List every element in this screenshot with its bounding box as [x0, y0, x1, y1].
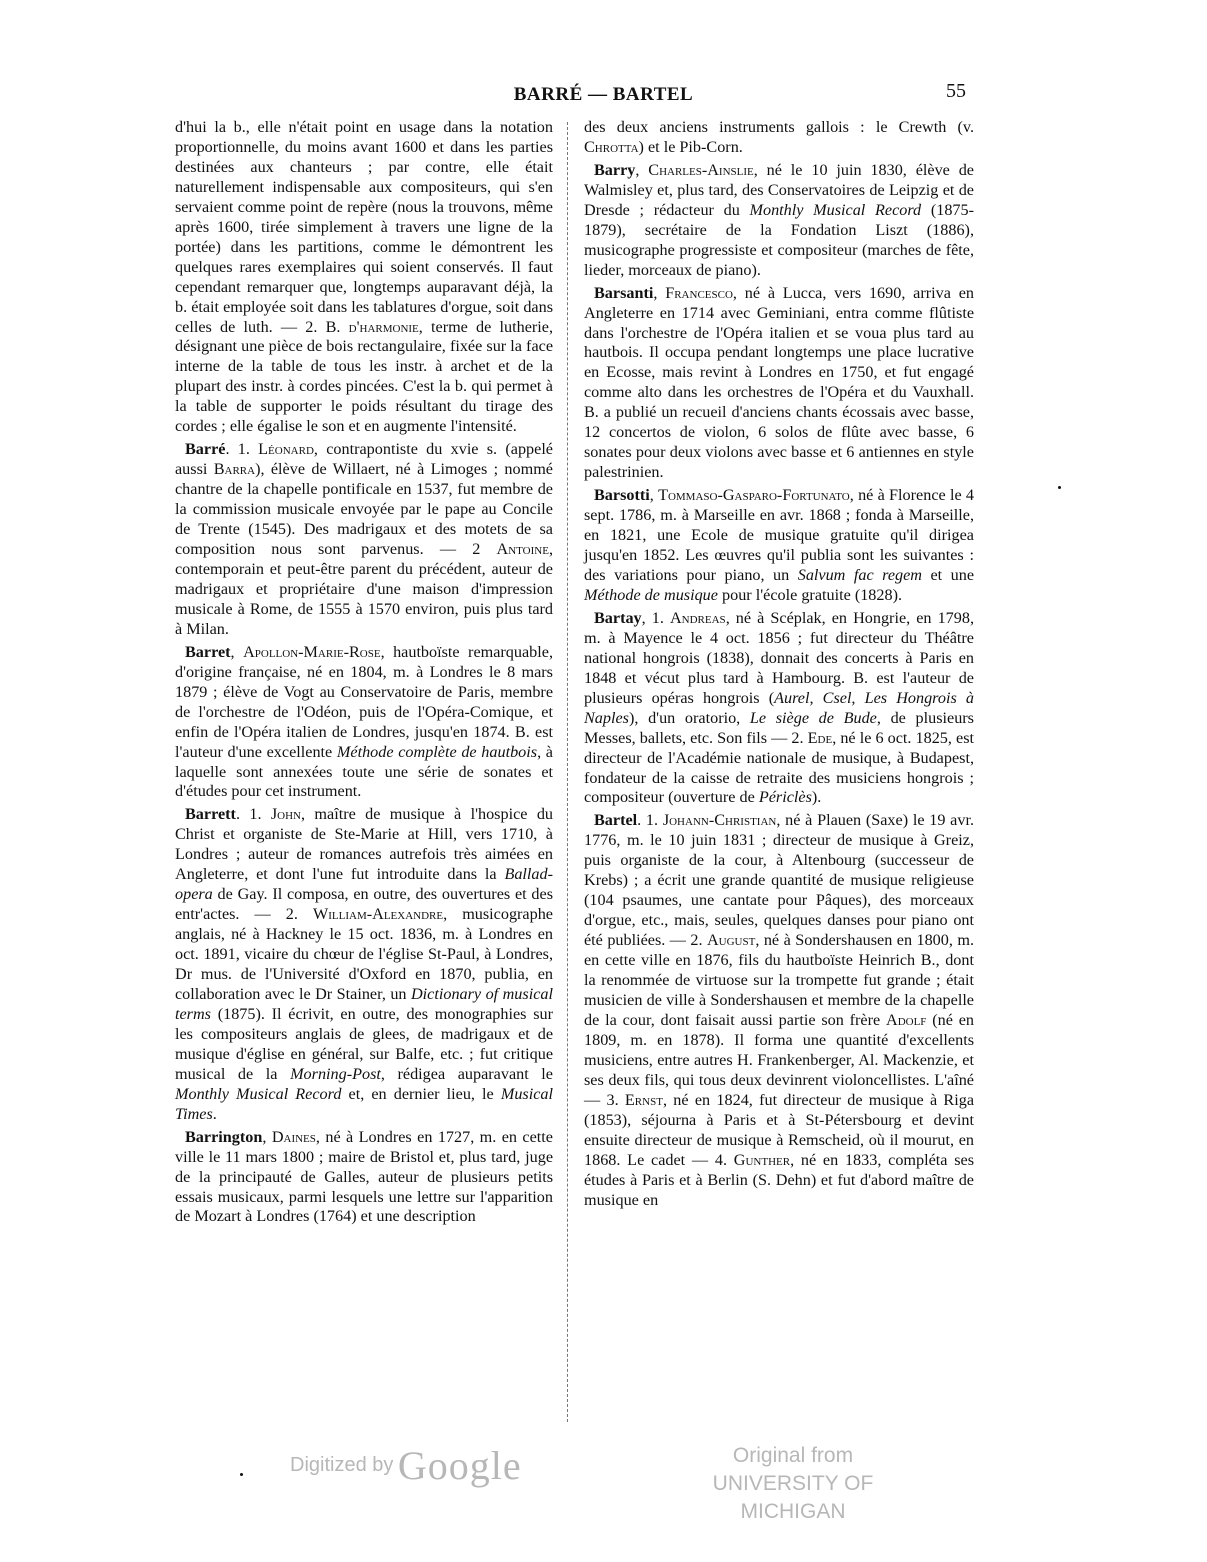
- italic-title: Périclès: [758, 788, 812, 807]
- entry-text: (1875). Il écrivit, en outre, des monographies sur les compositeurs anglais de glees, de madrigaux et de musique d'église en général, sur Balfe, etc. ; fut critique musical de la: [175, 1004, 553, 1083]
- digitized-prefix: Digitized by: [290, 1454, 394, 1476]
- small-caps-name: Gunther: [733, 1150, 791, 1169]
- entry-text: , musicographe anglais, né à Hackney le 15 oct. 1836, m. à Londres en oct. 1891, vicaire du chœur de l'église St-Paul, à Londres, Dr mus. de l'Université d'Oxford en 1870, publia, en collaboration avec le Dr Stainer, un: [175, 905, 553, 1003]
- entry-text: et une: [921, 565, 975, 584]
- small-caps-name: John: [270, 805, 302, 824]
- small-caps-name: Andreas: [669, 608, 726, 627]
- headword: Bartay: [594, 608, 642, 627]
- entry-text: de Gay. Il composa, en outre, des ouvertures et des entr'actes. — 2.: [175, 885, 553, 924]
- small-caps-name: Ede: [807, 728, 833, 747]
- small-caps-name: Barra: [213, 460, 256, 479]
- speck-mark: [1058, 486, 1061, 489]
- headword: Barré: [185, 440, 226, 459]
- entry-text: , rédigea auparavant le: [380, 1064, 553, 1083]
- small-caps-name: William-Alexandre: [312, 905, 444, 924]
- small-caps-name: Adolf: [886, 1010, 927, 1029]
- entry-bartel: [584, 811, 974, 1210]
- entry-text: . 1.: [235, 805, 271, 824]
- entry-text: ,: [262, 1127, 272, 1146]
- entry-text: , né en 1824, fut directeur de musique à Riga (1853), séjourna à Paris et à St-Pétersbourg et devint ensuite directeur de musique à Remscheid, où il mourut, en 1868. Le cadet — 4.: [584, 1090, 974, 1169]
- small-caps-name: Chrotta: [584, 137, 639, 156]
- entry-text: , né à Plauen (Saxe) le 19 avr. 1776, m. le 10 juin 1831 ; directeur de musique à Greiz, puis organiste de la cour, à Altenbourg (successeur de Krebs) ; a écrit une grande quantité de musique religieuse (104 psaumes, une cantate pour Pâques), des morceaux d'orgue, etc., mais, seules, quelques danses pour piano ont été publiées. — 2.: [584, 811, 974, 950]
- original-line-1: Original from: [732, 1444, 854, 1467]
- entry-barsanti: [584, 284, 974, 484]
- left-column: [175, 118, 553, 1227]
- headword: Barrington: [185, 1127, 263, 1146]
- original-from-watermark: [668, 1442, 918, 1526]
- entry-text: , né à Scéplak, en Hongrie, en 1798, m. à Mayence le 4 oct. 1856 ; fut directeur du Théâtre national hongrois (1838), donnait des concerts à Paris en 1848 et vécut plus tard à Hambourg. B. est l'auteur de plusieurs opéras hongrois (: [584, 608, 975, 707]
- entry-text: ) et le Pib-Corn.: [638, 137, 743, 156]
- headword: Barrett: [185, 805, 236, 824]
- italic-title: Ballad-opera: [175, 865, 553, 904]
- small-caps-name: Léonard: [258, 440, 314, 459]
- entry-text: ,: [230, 642, 244, 661]
- entry-text: , contrapontiste du xvie s. (appelé aussi: [175, 440, 553, 479]
- header-title: BARRÉ — BARTEL: [513, 84, 694, 105]
- entry-barsotti: [584, 486, 974, 606]
- google-logo: Google: [397, 1443, 522, 1488]
- entry-text: , contemporain et peut-être parent du précédent, auteur de madrigaux et propriétaire d'une maison d'impression musicale à Rome, de 1555 à 1570 environ, puis plus tard à Milan.: [175, 540, 553, 638]
- entry-text: .: [212, 1104, 217, 1123]
- entry-text: , né à Londres en 1727, m. en cette ville le 11 mars 1800 ; maire de Bristol et, plus tard, juge de la principauté de Galles, auteur de plusieurs petits essais musicaux, parmi lesquels une lettre sur l'apparition de Mozart à Londres (1764) et une description: [175, 1127, 553, 1226]
- entry-text: et, en dernier lieu, le: [341, 1084, 501, 1103]
- italic-title: Méthode complète de hautbois: [336, 742, 538, 761]
- entry-text: , hautboïste remarquable, d'origine française, né en 1804, m. à Londres le 8 mars 1879 ; élève de Vogt au Conservatoire de Paris, membre de l'orchestre de l'Odéon, puis de l'Opéra-Comique, et enfin de l'Opéra italien de Londres, jusqu'en 1874. B. est l'auteur d'une excellente: [175, 642, 553, 761]
- entry-text: ,: [653, 283, 666, 302]
- italic-title: Musical Times: [175, 1084, 553, 1123]
- entry-text: , né à Sondershausen en 1800, m. en cette ville en 1876, fils du hautboïste Heinrich B., dont la renommée de virtuose sur la trompette fut grande ; était musicien de ville à Sondershausen et membre de la chapelle de la cour, dont faisait aussi partie son frère: [584, 931, 974, 1029]
- entry-text: , né en 1833, compléta ses études à Paris et à Berlin (S. Dehn) et fut d'abord maître de musique en: [584, 1150, 975, 1209]
- entry-text: , terme de lutherie, désignant une pièce de bois rectangulaire, fixée sur la face interne de la table de tous les instr. à archet et de la plupart des instr. à cordes pincées. C'est la b. qui permet à la table de supporter le poids résultant du tirage des cordes ; elle égalise le son et en augmente l'intensité.: [175, 317, 553, 436]
- entry-text: (1875-1879), secrétaire de la Fondation Liszt (1886), musicographe progressiste et compositeur (marches de fête, lieder, morceaux de piano).: [584, 200, 975, 279]
- small-caps-name: Johann-Christian: [662, 811, 777, 830]
- entry-text: , maître de musique à l'hospice du Christ et organiste de Ste-Marie at Hill, vers 1710, à Londres ; auteur de romances autrefois très aimées en Angleterre, et dont l'une fut introduite dans la: [175, 805, 554, 884]
- entry-barry: [584, 161, 974, 281]
- small-caps-name: August: [706, 931, 756, 950]
- entry-text: . 1.: [225, 440, 259, 459]
- italic-title: Monthly Musical Record: [749, 200, 922, 219]
- italic-title: Salvum fac regem: [797, 565, 922, 584]
- entry-text: , de plusieurs Messes, ballets, etc. Son fils — 2.: [584, 708, 974, 747]
- digitized-by-watermark: [290, 1442, 522, 1489]
- small-caps-name: Daines: [271, 1127, 316, 1146]
- entry-text: pour l'école gratuite (1828).: [717, 585, 903, 604]
- italic-title: Le siège de Bude: [749, 708, 877, 727]
- right-column: [584, 118, 974, 1210]
- italic-title: Monthly Musical Record: [175, 1084, 342, 1103]
- entry-text: , 1.: [641, 608, 670, 627]
- small-caps-name: Antoine: [496, 540, 549, 559]
- entry-text: (né en 1809, m. en 1878). Il forma une quantité d'excellents musiciens, entre autres H. Frankenberger, Al. Mackenzie, et ses deux fils, qui tous deux devinrent violoncellistes. L'aîné — 3.: [584, 1010, 974, 1109]
- small-caps-name: Ernst: [624, 1090, 663, 1109]
- italic-title: Aurel, Csel, Les Hongrois à Naples: [584, 688, 974, 727]
- small-caps-name: Charles-Ainslie: [648, 160, 754, 179]
- italic-title: Dictionary of musical terms: [175, 984, 553, 1023]
- italic-title: Méthode de musique: [584, 585, 718, 604]
- small-caps-name: d'harmonie: [348, 317, 419, 336]
- entry-text: d'hui la b., elle n'était point en usage dans la notation proportionnelle, du moins avant 1600 et dans les parties destinées aux chanteurs ; par contre, elle était naturellement indispensable aux compositeurs, qui s'en servaient comme point de repère (nous la trouvons, même après 1600, tirée simplement à travers une ligne de la portée) dans les partitions, comme le démontrent les quelques rares exemplaires qui soient conservés. Il faut cependant remarquer que, longtemps auparavant déjà, la b. était employée soit dans les tablatures d'orgue, soit dans celles de luth. — 2. B.: [175, 118, 553, 336]
- speck-mark: [240, 1473, 243, 1476]
- page-number: 55: [946, 80, 966, 102]
- entry-text: . 1.: [637, 811, 663, 830]
- continued-paragraph: [175, 118, 553, 437]
- headword: Bartel: [594, 811, 638, 830]
- entry-barre: [175, 440, 553, 640]
- headword: Barret: [185, 642, 231, 661]
- entry-text: ,: [635, 160, 649, 179]
- entry-text: , né à Florence le 4 sept. 1786, m. à Marseille en avr. 1868 ; fonda à Marseille, en 1821, une Ecole de musique gratuite qu'il dirigea jusqu'en 1852. Les œuvres qu'il publia sont les suivantes : des variations pour piano, un: [584, 486, 974, 584]
- entry-text: , né à Lucca, vers 1690, arriva en Angleterre en 1714 avec Geminiani, entra comme flûtiste dans l'orchestre de l'Opéra italien et se voua plus tard au hautbois. Il occupa pendant longtemps une place lucrative en Ecosse, mais revint à Londres en 1750, et fut engagé comme alto dans les orchestres de l'Opéra et du Vauxhall. B. a publié un recueil d'anciens chants écossais avec basse, 12 concertos de violon, 6 solos de flûte avec basse, 6 sonates pour deux violons avec basse et 6 antiennes en style palestrinien.: [584, 283, 974, 482]
- entry-text: des deux anciens instruments gallois : le Crewth (v.: [584, 118, 974, 136]
- continued-paragraph: [584, 118, 974, 158]
- entry-text: ), élève de Willaert, né à Limoges ; nommé chantre de la chapelle pontificale en 1537, fut membre de la commission musicale envoyée par le pape au Concile de Trente (1545). Des madrigaux et des motets de sa composition nous sont parvenus. — 2: [175, 460, 553, 559]
- entry-text: ,: [649, 486, 659, 505]
- headword: Barsotti: [594, 486, 650, 505]
- headword: Barsanti: [594, 283, 654, 302]
- entry-barret: [175, 643, 553, 803]
- original-line-2: UNIVERSITY OF MICHIGAN: [712, 1472, 874, 1523]
- entry-text: ), d'un oratorio,: [628, 708, 750, 727]
- entry-barrington: [175, 1128, 553, 1228]
- entry-text: , né le 10 juin 1830, élève de Walmisley et, plus tard, des Conservatoires de Leipzig et de Dresde ; rédacteur du: [584, 160, 974, 219]
- entry-text: ).: [811, 788, 822, 807]
- entry-text: , à laquelle sont annexées toute une série de sonates et d'études pour cet instrument.: [175, 742, 553, 801]
- small-caps-name: Apollon-Marie-Rose: [243, 642, 381, 661]
- entry-bartay: [584, 609, 974, 809]
- column-divider: [567, 122, 568, 1422]
- entry-text: , né le 6 oct. 1825, est directeur de l'Académie nationale de musique, à Budapest, fondateur de la caisse de retraite des musiciens hongrois ; compositeur (ouverture de: [584, 728, 974, 807]
- small-caps-name: Tommaso-Gasparo-Fortunato: [658, 486, 850, 505]
- entry-barrett: [175, 805, 553, 1124]
- small-caps-name: Francesco: [665, 283, 733, 302]
- headword: Barry: [594, 160, 636, 179]
- italic-title: Morning-Post: [290, 1064, 381, 1083]
